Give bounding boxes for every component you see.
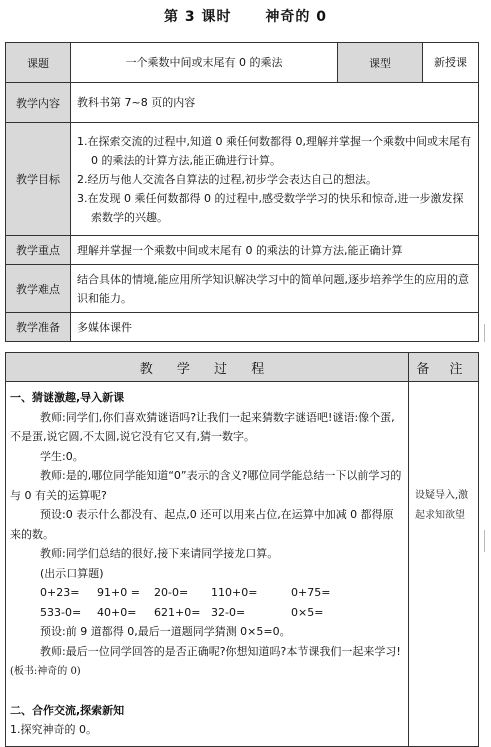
goal-item: 2.经历与他人交流各自算法的过程,初步学会表达自己的想法。 bbox=[77, 172, 377, 186]
type-value: 新授课 bbox=[423, 43, 479, 83]
board-note: (板书:神奇的 0) bbox=[10, 666, 81, 677]
paragraph-text: 教师:最后一位同学回答的是否正确呢?你想知道吗?本节课我们一起来学习! bbox=[40, 644, 401, 658]
topic-label: 课题 bbox=[6, 43, 71, 83]
paragraph: 预设:前 9 道都得 0,最后一道题同学猜测 0×5=0。 bbox=[40, 625, 291, 638]
section-1-title: 一、猜谜激趣,导入新课 bbox=[10, 391, 125, 404]
goals-label: 教学目标 bbox=[6, 123, 71, 236]
calc-item: 621+0= bbox=[154, 605, 201, 619]
page-title bbox=[0, 6, 491, 26]
prep-label: 教学准备 bbox=[6, 313, 71, 342]
calc-item: 32-0= bbox=[211, 605, 246, 619]
calc-row bbox=[10, 583, 402, 603]
calc-item: 533-0= bbox=[40, 605, 82, 619]
calc-item: 40+0= bbox=[97, 605, 137, 619]
content-value: 教科书第 7~8 页的内容 bbox=[71, 83, 479, 123]
calc-item: 20-0= bbox=[154, 586, 189, 599]
process-body bbox=[6, 382, 409, 747]
goal-item: 3.在发现 0 乘任何数都得 0 的过程中,感受数学学习的快乐和惊奇,进一步激发探索数学的兴趣。 bbox=[77, 191, 464, 224]
notes-header: 备 注 bbox=[409, 353, 479, 382]
paragraph: 教师:同学们,你们喜欢猜谜语吗?让我们一起来猜数字谜语吧!谜语:像个蛋,不是蛋,说它圆,不太圆,说它没有它又有,猜一数字。 bbox=[10, 410, 395, 443]
lesson-number: 第 3 课时 bbox=[164, 9, 232, 25]
spacer bbox=[10, 682, 402, 701]
difficulty-label: 教学难点 bbox=[6, 265, 71, 313]
type-label: 课型 bbox=[338, 43, 423, 83]
process-table bbox=[5, 352, 479, 747]
difficulty-value: 结合具体的情境,能应用所学知识解决学习中的简单问题,逐步培养学生的应用的意识和能力。 bbox=[71, 265, 479, 313]
margin-note: 设疑导入,激起求知欲望 bbox=[409, 382, 479, 747]
prep-value: 多媒体课件 bbox=[71, 313, 479, 342]
lesson-topic: 神奇的 0 bbox=[265, 9, 327, 25]
key-value: 理解并掌握一个乘数中间或末尾有 0 的乘法的计算方法,能正确计算 bbox=[71, 236, 479, 265]
calc-item: 110+0= bbox=[211, 586, 258, 599]
lesson-info-table bbox=[5, 42, 479, 342]
paragraph: (出示口算题) bbox=[40, 566, 104, 580]
calc-item: 0×5= bbox=[291, 605, 324, 619]
paragraph: 预设:0 表示什么都没有、起点,0 还可以用来占位,在运算中加减 0 都得原来的数。 bbox=[10, 508, 394, 541]
calc-item: 0+23= bbox=[40, 586, 80, 599]
goals-list bbox=[71, 123, 479, 236]
calc-row bbox=[10, 603, 402, 623]
topic-value: 一个乘数中间或末尾有 0 的乘法 bbox=[71, 43, 338, 83]
paragraph: 教师:同学们总结的很好,接下来请同学接龙口算。 bbox=[40, 547, 279, 560]
calc-item: 0+75= bbox=[291, 586, 331, 599]
paragraph: 教师:是的,哪位同学能知道“0”表示的含义?哪位同学能总结一下以前学习的与 0 有关的运算呢? bbox=[10, 469, 402, 502]
calc-item: 91+0 = bbox=[97, 586, 140, 599]
paragraph: 1.探究神奇的 0。 bbox=[10, 723, 97, 736]
key-label: 教学重点 bbox=[6, 236, 71, 265]
section-2-title: 二、合作交流,探索新知 bbox=[10, 703, 125, 717]
page-edge-mark bbox=[484, 530, 489, 552]
goal-item: 1.在探索交流的过程中,知道 0 乘任何数都得 0,理解并掌握一个乘数中间或末尾有 0 的乘法的计算方法,能正确进行计算。 bbox=[77, 134, 471, 167]
content-label: 教学内容 bbox=[6, 83, 71, 123]
paragraph bbox=[10, 642, 402, 682]
page-edge-mark bbox=[484, 324, 489, 342]
process-header: 教 学 过 程 bbox=[6, 353, 409, 382]
paragraph: 学生:0。 bbox=[40, 449, 84, 463]
